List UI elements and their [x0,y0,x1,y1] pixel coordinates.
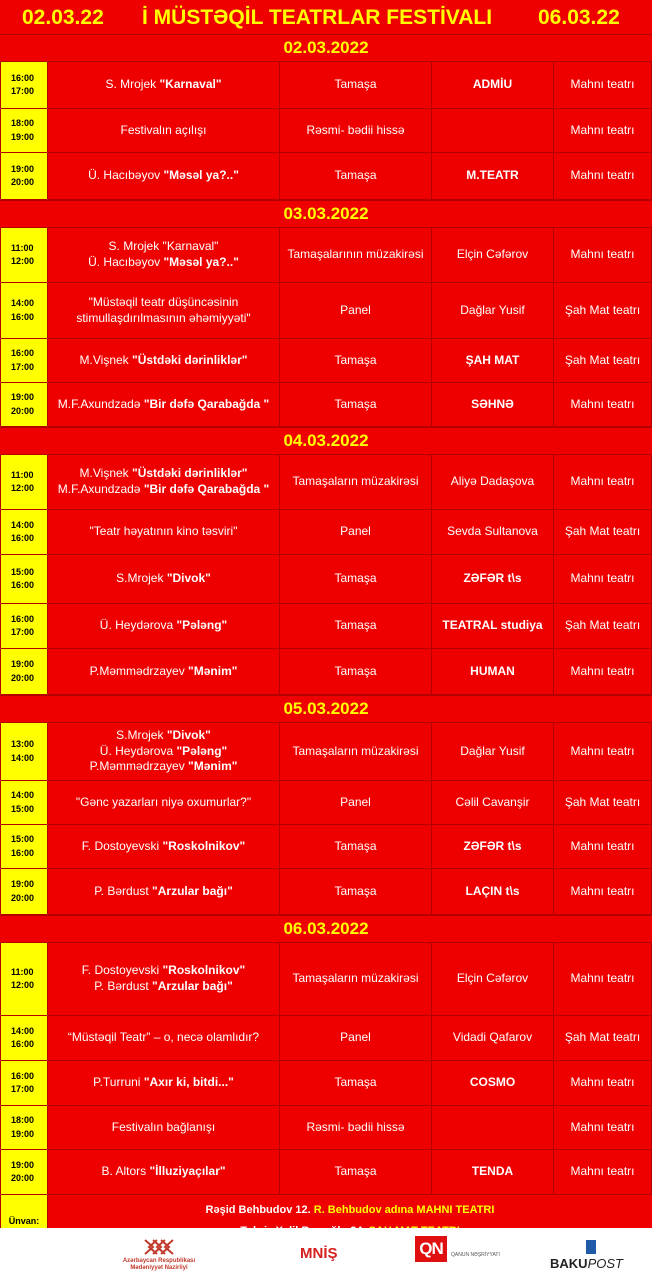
time-label: 17:00 [11,627,35,637]
event-author: Ü. Hacıbəyov [88,168,164,183]
event-venue-cell: Mahnı teatrı [554,153,652,199]
event-title-line [82,839,245,855]
address-street-1: Rəşid Behbudov 12. [205,1204,314,1217]
event-venue-cell: Mahnı teatrı [554,455,652,509]
header-start-date: 02.03.22 [22,6,104,29]
schedule-row [0,649,652,695]
event-type-cell: Tamaşa [280,555,432,603]
ministry-logo [84,1236,234,1276]
event-author: P.Məmmədrzayev [89,663,189,678]
event-host-cell: TEATRAL studiya [432,604,554,648]
event-title-cell [48,869,280,914]
event-author: M.F.Axundzadə [57,482,144,496]
header-end-date: 06.03.22 [538,6,620,29]
event-title-cell [48,781,280,824]
event-work-title: "Arzular bağı" [152,883,233,898]
event-host-cell: Dağlar Yusif [432,723,554,780]
event-work-title: "Karnaval" [159,77,222,92]
address-line-1 [206,1200,495,1221]
time-label: 16:00 [11,348,35,358]
time-label: 17:00 [11,361,35,372]
event-venue-cell: Mahnı teatrı [554,1106,652,1149]
event-type-cell: Tamaşa [280,649,432,694]
time-label: 16:00 [11,72,35,83]
bakupost-italic: POST [587,1256,623,1271]
event-venue-cell: Mahnı teatrı [554,825,652,868]
event-title-line [101,1164,225,1180]
schedule-grid [0,34,652,1228]
time-cell [0,228,48,282]
event-work-title: "Bir dəfə Qarabağda " [143,396,270,411]
time-cell [0,62,48,108]
event-title-cell [48,1061,280,1105]
event-title-cell [48,723,280,780]
time-label: 15:00 [11,803,35,814]
time-cell [0,109,48,152]
event-title-line [88,255,239,271]
schedule-row [0,510,652,555]
ministry-name-line2: Mədəniyyət Nazirliyi [130,1265,188,1272]
event-author: S. Mrojek [105,77,160,92]
event-author: M.Vişnek [79,352,133,367]
event-title-cell [48,825,280,868]
schedule-row [0,109,652,153]
event-host-cell: ADMİU [432,62,554,108]
schedule-row [0,339,652,383]
time-cell [0,723,48,780]
event-title-cell [48,1106,280,1149]
time-label: 19:00 [11,131,35,142]
event-title-line [100,744,227,760]
event-host-cell [432,109,554,152]
event-type-cell: Tamaşa [280,869,432,914]
time-label: 14:00 [11,298,35,308]
schedule-row [0,723,652,781]
event-type-cell: Tamaşa [280,153,432,199]
event-title-cell [48,1150,280,1194]
event-venue-cell: Mahnı teatrı [554,62,652,108]
time-label: 19:00 [11,163,35,174]
event-type-cell: Rəsmi- bədii hissə [280,1106,432,1149]
event-title-cell [48,510,280,554]
time-label: 14:00 [11,519,35,530]
time-cell [0,383,48,426]
event-title-line [90,759,238,775]
event-title-line [76,795,251,811]
time-label: 19:00 [11,1159,35,1170]
event-title-line [88,168,239,184]
event-work-title: "Mənim" [188,759,238,774]
event-type-cell: Tamaşalarının müzakirəsi [280,228,432,282]
time-label: 20:00 [11,405,35,416]
event-work-title: "Axır ki, bitdi..." [143,1075,234,1090]
event-type-cell: Tamaşa [280,825,432,868]
event-author: stimullaşdırılmasının əhəmiyyəti" [76,310,251,325]
time-cell [0,510,48,554]
event-host-cell: Dağlar Yusif [432,283,554,338]
address-venue-1: R. Behbudov adına MAHNI TEATRI [313,1204,495,1217]
event-host-cell: ZƏFƏR t\s [432,555,554,603]
event-author: S.Mrojek [116,728,167,743]
day-heading: 04.03.2022 [0,427,652,455]
time-label: 20:00 [11,892,35,903]
event-type-cell: Tamaşa [280,383,432,426]
event-author: F. Dostoyevski [81,963,163,978]
time-label: 11:00 [11,242,34,253]
event-venue-cell: Şah Mat teatrı [554,1016,652,1060]
event-title-line [58,482,269,498]
time-cell [0,869,48,914]
event-author: P.Turruni [93,1075,144,1090]
event-type-cell: Tamaşa [280,604,432,648]
schedule-row [0,455,652,510]
event-title-line [76,311,250,327]
event-author: “Müstəqil Teatr” – o, necə olamlıdır? [67,1030,260,1045]
day-heading: 06.03.2022 [0,915,652,943]
event-author: B. Altors [101,1164,150,1179]
time-label: 12:00 [11,483,35,493]
event-venue-cell: Mahnı teatrı [554,555,652,603]
event-title-cell [48,383,280,426]
event-host-cell: Elçin Cəfərov [432,228,554,282]
event-work-title: "Roskolnikov" [162,963,246,978]
event-host-cell: ŞAH MAT [432,339,554,382]
event-work-title: "Mənim" [188,663,238,678]
event-title-cell [48,649,280,694]
event-venue-cell: Şah Mat teatrı [554,604,652,648]
time-cell [0,943,48,1015]
event-host-cell: Cəlil Cavanşir [432,781,554,824]
time-label: 16:00 [11,613,35,624]
event-title-line [94,884,233,900]
event-work-title: "Pələng" [176,743,228,758]
event-title-cell [48,555,280,603]
event-host-cell: Aliyə Dadaşova [432,455,554,509]
event-type-cell: Tamaşa [280,339,432,382]
event-work-title: "Roskolnikov" [162,838,246,853]
event-type-cell: Tamaşaların müzakirəsi [280,455,432,509]
event-author: Ü. Heydərova [99,618,177,633]
schedule-row [0,1106,652,1150]
event-title-cell [48,62,280,108]
time-label: 15:00 [11,834,35,844]
time-label: 14:00 [11,1025,35,1036]
event-author: M.F.Axundzadə [57,396,144,411]
mnis-logo: MNİŞ [300,1245,338,1262]
event-type-cell: Panel [280,781,432,824]
time-label: 16:00 [11,311,35,322]
time-label: 15:00 [11,566,35,577]
event-title-line [112,1120,215,1136]
event-venue-cell: Mahnı teatrı [554,649,652,694]
event-author: F. Dostoyevski [81,838,163,853]
time-cell [0,649,48,694]
event-author: P.Məmmədrzayev [89,759,189,774]
time-label: 11:00 [11,966,34,977]
time-cell [0,153,48,199]
event-venue-cell: Mahnı teatrı [554,943,652,1015]
event-author: Ü. Hacıbəyov [88,255,164,269]
event-type-cell: Tamaşaların müzakirəsi [280,943,432,1015]
qanun-mark: QN [415,1236,447,1262]
event-type-cell: Panel [280,510,432,554]
event-work-title: "Divok" [166,571,211,586]
time-label: 16:00 [11,847,35,858]
event-title-cell [48,283,280,338]
time-label: 16:00 [11,580,35,590]
event-work-title: "Pələng" [176,618,228,633]
event-venue-cell: Şah Mat teatrı [554,283,652,338]
event-venue-cell: Mahnı teatrı [554,383,652,426]
event-type-cell: Panel [280,1016,432,1060]
event-title-line [93,1075,234,1091]
time-cell [0,825,48,868]
schedule-row [0,825,652,869]
time-label: 16:00 [11,1039,35,1049]
event-venue-cell: Mahnı teatrı [554,1061,652,1105]
event-venue-cell: Şah Mat teatrı [554,339,652,382]
schedule-row [0,781,652,825]
time-label: 17:00 [11,86,35,96]
event-host-cell: LAÇIN t\s [432,869,554,914]
time-label: 14:00 [11,790,35,800]
event-venue-cell: Mahnı teatrı [554,869,652,914]
address-label: Ünvan: [0,1195,48,1247]
time-label: 16:00 [11,1070,35,1081]
event-author: "Gənc yazarları niyə oxumurlar?" [75,794,252,809]
time-label: 13:00 [11,739,35,749]
time-cell [0,1061,48,1105]
event-host-cell: ZƏFƏR t\s [432,825,554,868]
bakupost-bold: BAKU [550,1256,588,1271]
event-author: Festivalın açılışı [120,122,207,137]
schedule-row [0,62,652,109]
event-title-cell [48,604,280,648]
time-label: 18:00 [11,118,35,128]
schedule-row [0,153,652,200]
time-label: 20:00 [11,1173,35,1183]
day-heading: 03.03.2022 [0,200,652,228]
event-host-cell: Sevda Sultanova [432,510,554,554]
time-label: 16:00 [11,533,35,543]
event-title-line [90,524,238,540]
schedule-row [0,383,652,427]
time-cell [0,781,48,824]
time-label: 19:00 [11,879,35,889]
header-title: İ MÜSTƏQİL TEATRLAR FESTİVALI [142,6,493,29]
time-label: 20:00 [11,672,35,683]
event-title-line [90,664,238,680]
time-cell [0,1106,48,1149]
time-cell [0,1150,48,1194]
time-label: 19:00 [11,392,35,402]
event-type-cell: Tamaşa [280,1061,432,1105]
schedule-row [0,283,652,339]
event-venue-cell: Şah Mat teatrı [554,510,652,554]
schedule-row [0,604,652,649]
event-author: Festivalın bağlanışı [111,1119,216,1134]
event-host-cell: COSMO [432,1061,554,1105]
day-heading: 02.03.2022 [0,34,652,62]
schedule-row [0,1016,652,1061]
event-type-cell: Panel [280,283,432,338]
time-label: 19:00 [11,1128,35,1139]
ministry-name-line1: Azərbaycan Respublikası [122,1258,196,1264]
schedule-row [0,1061,652,1106]
event-author: Ü. Heydərova [99,743,177,758]
event-type-cell: Tamaşa [280,62,432,108]
event-venue-cell: Mahnı teatrı [554,228,652,282]
event-title-line [58,397,269,413]
schedule-row [0,555,652,604]
event-venue-cell: Şah Mat teatrı [554,781,652,824]
event-work-title: "Məsəl ya?.." [163,255,239,269]
time-label: 11:00 [11,469,34,480]
event-venue-cell: Mahnı teatrı [554,1150,652,1194]
event-title-line [80,353,248,369]
time-label: 19:00 [11,659,35,669]
event-work-title: "Üstdəki dərinliklər" [132,352,248,367]
qanun-name: QANUN NƏŞRİYYATI [451,1252,500,1258]
event-work-title: "Bir dəfə Qarabağda " [143,482,270,496]
event-title-cell [48,228,280,282]
event-host-cell: HUMAN [432,649,554,694]
event-work-title: "İlluziyaçılar" [149,1164,226,1179]
schedule-row [0,869,652,915]
event-host-cell: TENDA [432,1150,554,1194]
event-title-line [80,466,248,482]
time-cell [0,604,48,648]
event-title-cell [48,153,280,199]
time-cell [0,455,48,509]
event-venue-cell: Mahnı teatrı [554,109,652,152]
event-title-cell [48,109,280,152]
time-label: 12:00 [11,256,35,266]
event-work-title: "Məsəl ya?.." [163,168,239,183]
event-host-cell [432,1106,554,1149]
time-cell [0,555,48,603]
event-work-title: "Divok" [166,728,211,743]
event-author: P. Bərdust [94,883,153,898]
event-title-cell [48,1016,280,1060]
event-author: P. Bərdust [94,979,153,993]
time-label: 20:00 [11,177,35,187]
schedule-row [0,943,652,1016]
event-title-line [94,979,233,995]
event-title-cell [48,455,280,509]
event-title-line [82,963,245,979]
time-cell [0,1016,48,1060]
event-type-cell: Rəsmi- bədii hissə [280,109,432,152]
sponsor-footer [0,1228,652,1280]
time-cell [0,339,48,382]
time-cell [0,283,48,338]
event-title-line [89,295,239,311]
festival-header [0,0,652,34]
event-work-title: "Arzular bağı" [152,979,233,993]
bakupost-flag-icon [586,1240,596,1254]
event-title-cell [48,943,280,1015]
event-work-title: "Üstdəki dərinliklər" [132,466,248,481]
event-title-line [120,123,206,139]
event-type-cell: Tamaşaların müzakirəsi [280,723,432,780]
event-author: S. Mrojek "Karnaval" [108,239,219,254]
event-author: M.Vişnek [79,466,133,481]
schedule-row [0,228,652,283]
time-label: 17:00 [11,1084,35,1094]
event-author: S.Mrojek [116,571,167,586]
event-title-line [105,77,221,93]
day-heading: 05.03.2022 [0,695,652,723]
event-author: "Müstəqil teatr düşüncəsinin [88,294,239,309]
time-label: 12:00 [11,980,35,990]
event-title-line [109,239,219,255]
event-title-line [100,618,227,634]
event-host-cell: M.TEATR [432,153,554,199]
ministry-emblem-icon [139,1236,179,1258]
event-host-cell: Elçin Cəfərov [432,943,554,1015]
event-venue-cell: Mahnı teatrı [554,723,652,780]
event-title-line [116,571,211,587]
time-label: 14:00 [11,752,35,763]
event-title-line [116,728,211,744]
event-type-cell: Tamaşa [280,1150,432,1194]
event-title-line [68,1030,259,1046]
event-title-cell [48,339,280,382]
schedule-row [0,1150,652,1195]
event-host-cell: Vidadi Qafarov [432,1016,554,1060]
event-host-cell: SƏHNƏ [432,383,554,426]
time-label: 18:00 [11,1115,35,1125]
event-author: "Teatr həyatının kino təsviri" [89,524,238,539]
